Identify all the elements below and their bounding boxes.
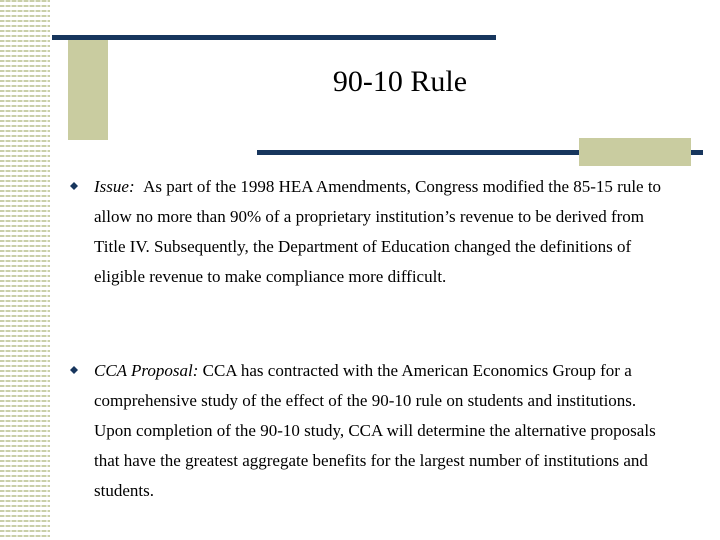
- bullet-issue-text: [94, 172, 670, 292]
- bullet-issue: [70, 172, 670, 292]
- title-top-rule: [52, 35, 496, 40]
- decorative-block-left: [68, 40, 108, 140]
- decorative-stripes: [0, 0, 50, 540]
- slide-title: 90-10 Rule: [332, 65, 468, 98]
- bullet-cca-proposal-text: [94, 356, 670, 506]
- bullet-cca-proposal: [70, 356, 670, 506]
- bullet-issue-label: Issue:: [94, 177, 135, 196]
- decorative-block-right: [579, 138, 691, 166]
- diamond-bullet-icon: [70, 182, 78, 190]
- bullet-cca-proposal-label: CCA Proposal:: [94, 361, 199, 380]
- bullet-issue-body: As part of the 1998 HEA Amendments, Congress modified the 85-15 rule to allow no more than 90% of a proprietary institution’s revenue to be derived from Title IV. Subsequently, the Department of Education changed the definitions of eligible revenue to make compliance more difficult.: [94, 177, 662, 286]
- diamond-bullet-icon: [70, 366, 78, 374]
- bullet-cca-proposal-body: CCA has contracted with the American Economics Group for a comprehensive study of the effect of the 90-10 rule on students and institutions. Upon completion of the 90-10 study, CCA will determine the alternative proposals that have the greatest aggregate benefits for the largest number of institutions and students.: [94, 361, 656, 500]
